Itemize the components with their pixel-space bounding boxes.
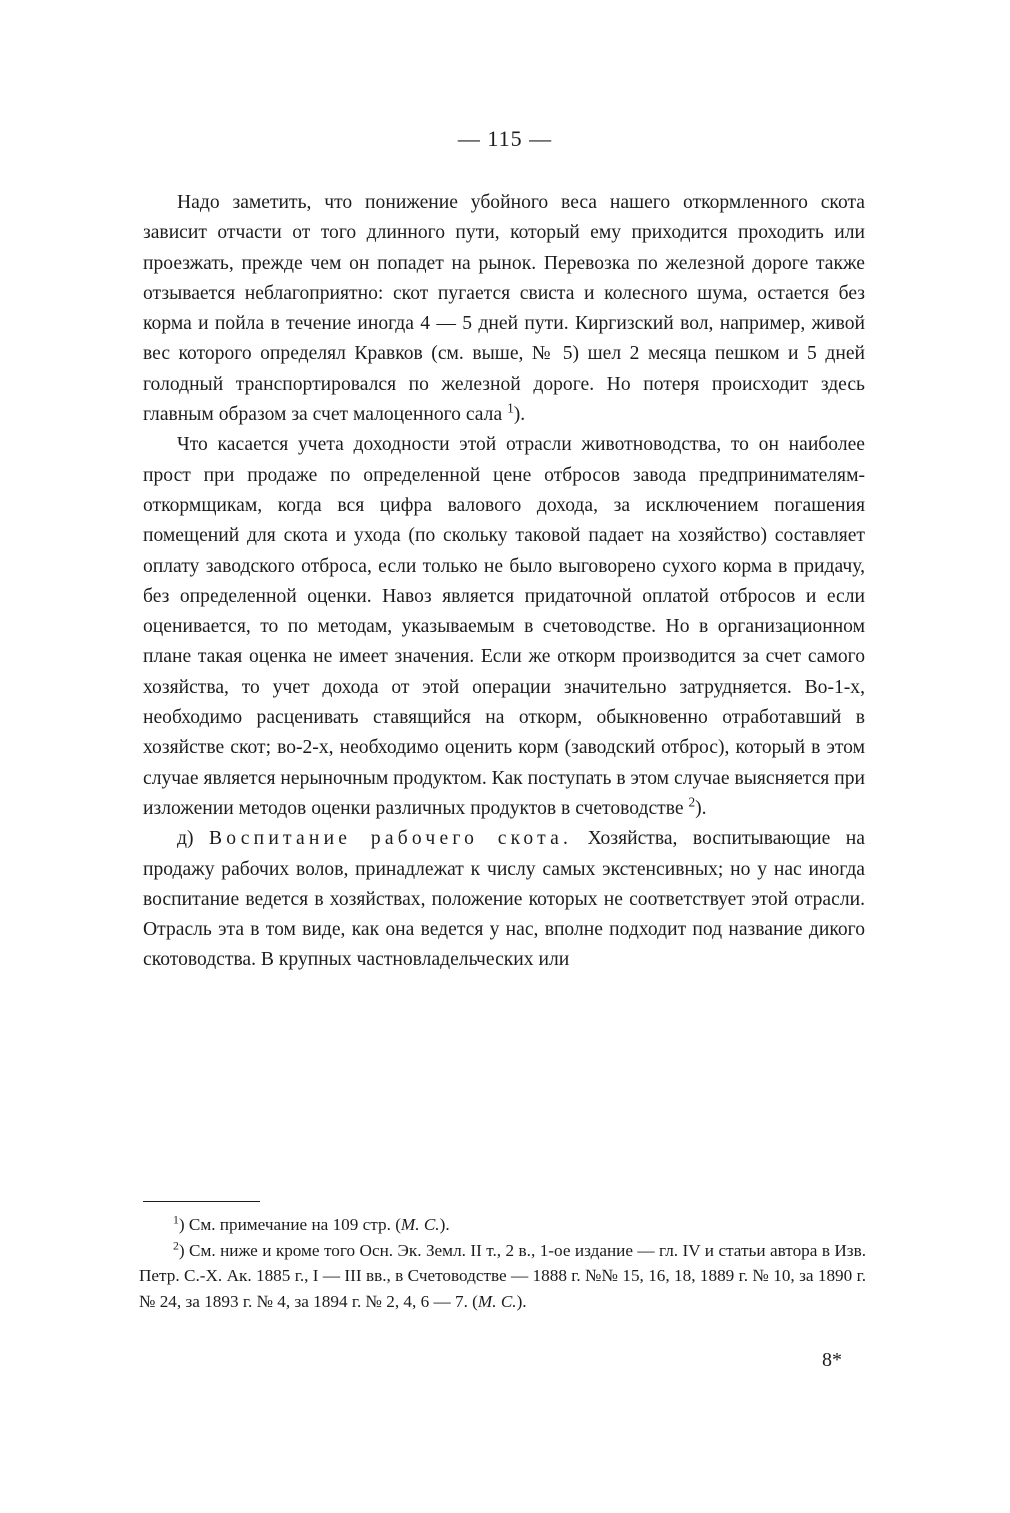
- paragraph-slaughter-weight: [143, 188, 865, 430]
- footnote-2-mark: 2: [173, 1238, 179, 1252]
- footnote-1-author: М. С.: [400, 1215, 440, 1234]
- paragraph-2-end: ).: [695, 797, 707, 819]
- paragraph-3-text: Хозяйства, воспитывающие на продажу рабочих волов, принадлежат к числу самых экстенсивных; но у нас иногда воспитание ведется в хозяйствах, положение которых не соответствует этой отрасли. Отрасль эта в том виде, как она ведется у нас, вполне подходит под название дикого скотоводства. В крупных частновладельческих или: [143, 828, 865, 971]
- paragraph-working-cattle: [143, 824, 865, 975]
- section-letter: д): [177, 828, 194, 850]
- footnote-divider: [143, 1201, 260, 1202]
- footnote-1-end: ).: [439, 1215, 450, 1234]
- footnote-2-end: ).: [516, 1291, 527, 1311]
- footnote-1-text: ) См. примечание на 109 стр. (: [178, 1215, 401, 1234]
- page-number: — 115 —: [457, 126, 553, 151]
- footnote-ref-1: 1: [507, 400, 514, 416]
- footnote-1-mark: 1: [173, 1213, 179, 1227]
- paragraph-1-end: ).: [513, 404, 526, 426]
- paragraph-profitability: [143, 430, 865, 824]
- signature-mark: 8*: [822, 1349, 842, 1371]
- footnote-2-author: М. С.: [477, 1291, 517, 1311]
- main-text: [143, 188, 865, 976]
- paragraph-1-text: Надо заметить, что понижение убойного веса нашего откормленного скота зависит отчасти от того длинного пути, который ему приходится проходить или проезжать, прежде чем он попадет на рынок. Перевозка по железной дороге также отзывается неблагоприятно: скот пугается свиста и колесного шума, остается без корма и пойла в течение иногда 4 — 5 дней пути. Киргизский вол, например, живой вес которого определял Кравков (см. выше, № 5) шел 2 месяца пешком и 5 дней голодный транспортировался по железной дороге. Но потеря происходит здесь главным образом за счет малоценного сала: [143, 192, 865, 426]
- footnote-2-text: ) См. ниже и кроме того Осн. Эк. Земл. II т., 2 в., 1-ое издание — гл. IV и статьи автора в Изв. Петр. С.-Х. Ак. 1885 г., I — III вв., в Счетоводстве — 1888 г. №№ 15, 16, 18, 1889 г. № 10, за 1890 г. № 24, за 1893 г. № 4, за 1894 г. № 2, 4, 6 — 7. (: [139, 1240, 866, 1311]
- footnote-2: [139, 1238, 866, 1315]
- footnote-1: [139, 1212, 866, 1238]
- footnotes: [139, 1212, 866, 1314]
- paragraph-2-text: Что касается учета доходности этой отрасли животноводства, то он наиболее прост при продаже по определенной цене отбросов завода предпринимателям-откормщикам, когда вся цифра валового дохода, за исключением погашения помещений для скота и ухода (по скольку таковой падает на хозяйство) составляет оплату заводского отброса, если только не было выговорено сухого корма в придачу, без определенной оценки. Навоз является придаточной оплатой отбросов и если оценивается, то по методам, указываемым в счетоводстве. Но в организационном плане такая оценка не имеет значения. Если же откорм производится за счет самого хозяйства, то учет дохода от этой операции значительно затрудняется. Во-1-х, необходимо расценивать ставящийся на откорм, обыкновенно отработавший в хозяйстве скот; во-2-х, необходимо оценить корм (заводский отброс), который в этом случае является нерыночным продуктом. Как поступать в этом случае выясняется при изложении методов оценки различных продуктов в счетоводстве: [143, 434, 865, 819]
- section-heading: Воспитание рабочего скота.: [208, 828, 573, 850]
- footnote-ref-2: 2: [688, 794, 696, 810]
